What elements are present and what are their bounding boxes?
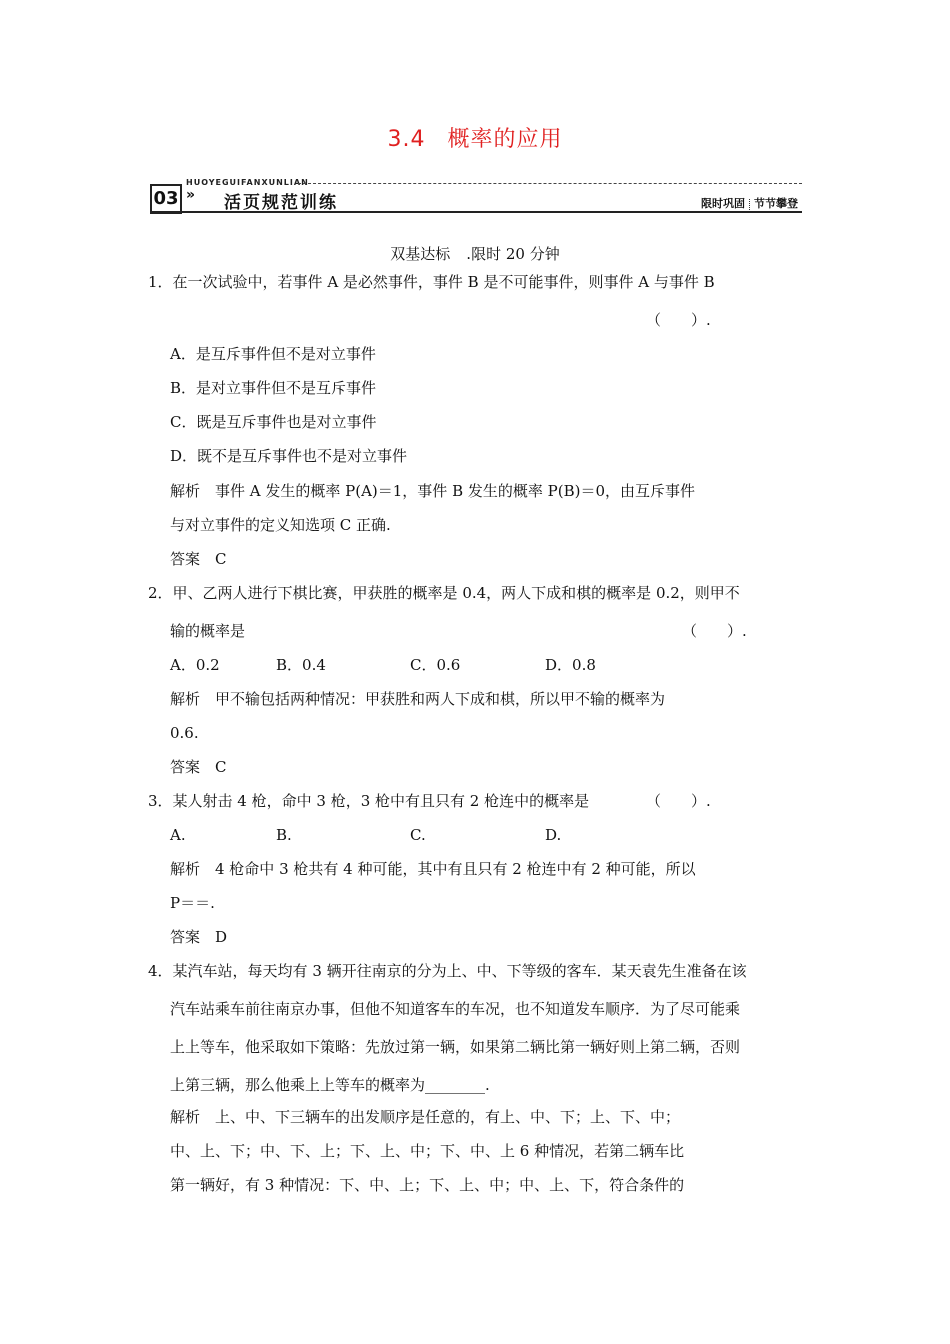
divider (749, 199, 750, 210)
q4-analysis-3: 第一辆好，有 3 种情况：下、中、上；下、上、中；中、上、下，符合条件的 (170, 1176, 685, 1194)
q2-analysis-1: 解析 甲不输包括两种情况：甲获胜和两人下成和棋，所以甲不输的概率为 (170, 690, 666, 708)
subtitle-dot: . (466, 245, 472, 263)
q1-option-c: C．既是互斥事件也是对立事件 (170, 413, 377, 431)
exercise-subtitle (0, 243, 950, 264)
banner-tagline-left: 限时巩固 (701, 197, 745, 210)
q2-stem-1: 2．甲、乙两人进行下棋比赛，甲获胜的概率是 0.4，两人下成和棋的概率是 0.2，则甲不 (148, 584, 740, 602)
q4-stem-3: 上上等车，他采取如下策略：先放过第一辆，如果第二辆比第一辆好则上第二辆，否则 (170, 1038, 741, 1056)
q3-answer-paren: （ ）. (646, 792, 711, 810)
chevron-icon: » (186, 187, 196, 203)
q4-analysis-2: 中、上、下；中、下、上；下、上、中；下、中、上 6 种情况，若第二辆车比 (170, 1142, 685, 1160)
section-title (0, 122, 950, 153)
q4-stem-1: 4．某汽车站，每天均有 3 辆开往南京的分为上、中、下等级的客车．某天袁先生准备在该 (148, 962, 747, 980)
q1-option-a: A．是互斥事件但不是对立事件 (170, 345, 376, 363)
subtitle-left: 双基达标 (390, 245, 451, 263)
q2-option-d: D．0.8 (545, 656, 596, 674)
q2-answer-paren: （ ）. (682, 622, 747, 640)
banner-title: 活页规范训练 (224, 193, 338, 213)
section-banner (150, 178, 802, 214)
q1-stem: 1．在一次试验中，若事件 A 是必然事件，事件 B 是不可能事件，则事件 A 与事件 B (148, 273, 715, 291)
banner-tagline (701, 195, 798, 211)
q2-stem-2: 输的概率是 (170, 622, 246, 640)
q3-option-c: C. (410, 826, 426, 844)
q1-analysis-2: 与对立事件的定义知选项 C 正确. (170, 516, 391, 534)
banner-rule (150, 211, 802, 213)
q3-analysis-1: 解析 4 枪命中 3 枪共有 4 种可能，其中有且只有 2 枪连中有 2 种可能，所以 (170, 860, 696, 878)
q1-option-b: B．是对立事件但不是互斥事件 (170, 379, 377, 397)
q1-answer-paren: （ ）. (646, 311, 711, 329)
q3-option-a: A. (170, 826, 186, 844)
q2-answer: 答案 C (170, 758, 227, 776)
banner-badge: 03 (150, 184, 182, 214)
section-name: 概率的应用 (447, 127, 563, 152)
q1-analysis-1: 解析 事件 A 发生的概率 P(A)＝1，事件 B 发生的概率 P(B)＝0，由互斥事件 (170, 482, 696, 500)
q4-analysis-1: 解析 上、中、下三辆车的出发顺序是任意的，有上、中、下；上、下、中； (170, 1108, 681, 1126)
q4-stem-2: 汽车站乘车前往南京办事，但他不知道客车的车况，也不知道发车顺序．为了尽可能乘 (170, 1000, 741, 1018)
banner-tagline-right: 节节攀登 (754, 197, 798, 210)
q2-analysis-2: 0.6. (170, 724, 199, 742)
banner-dashed-rule (298, 183, 802, 184)
q1-option-d: D．既不是互斥事件也不是对立事件 (170, 447, 408, 465)
banner-pinyin: HUOYEGUIFANXUNLIAN (186, 178, 309, 187)
q4-stem-4: 上第三辆，那么他乘上上等车的概率为________. (170, 1076, 490, 1094)
section-number: 3.4 (387, 127, 426, 152)
q2-option-b: B．0.4 (276, 656, 326, 674)
q3-stem: 3．某人射击 4 枪，命中 3 枪，3 枪中有且只有 2 枪连中的概率是 (148, 792, 590, 810)
q3-answer: 答案 D (170, 928, 228, 946)
q3-option-d: D. (545, 826, 562, 844)
subtitle-right: 限时 20 分钟 (471, 245, 560, 263)
q2-option-a: A．0.2 (170, 656, 220, 674)
q3-option-b: B. (276, 826, 292, 844)
q3-analysis-2: P＝＝. (170, 894, 215, 912)
q1-answer: 答案 C (170, 550, 227, 568)
q2-option-c: C．0.6 (410, 656, 461, 674)
